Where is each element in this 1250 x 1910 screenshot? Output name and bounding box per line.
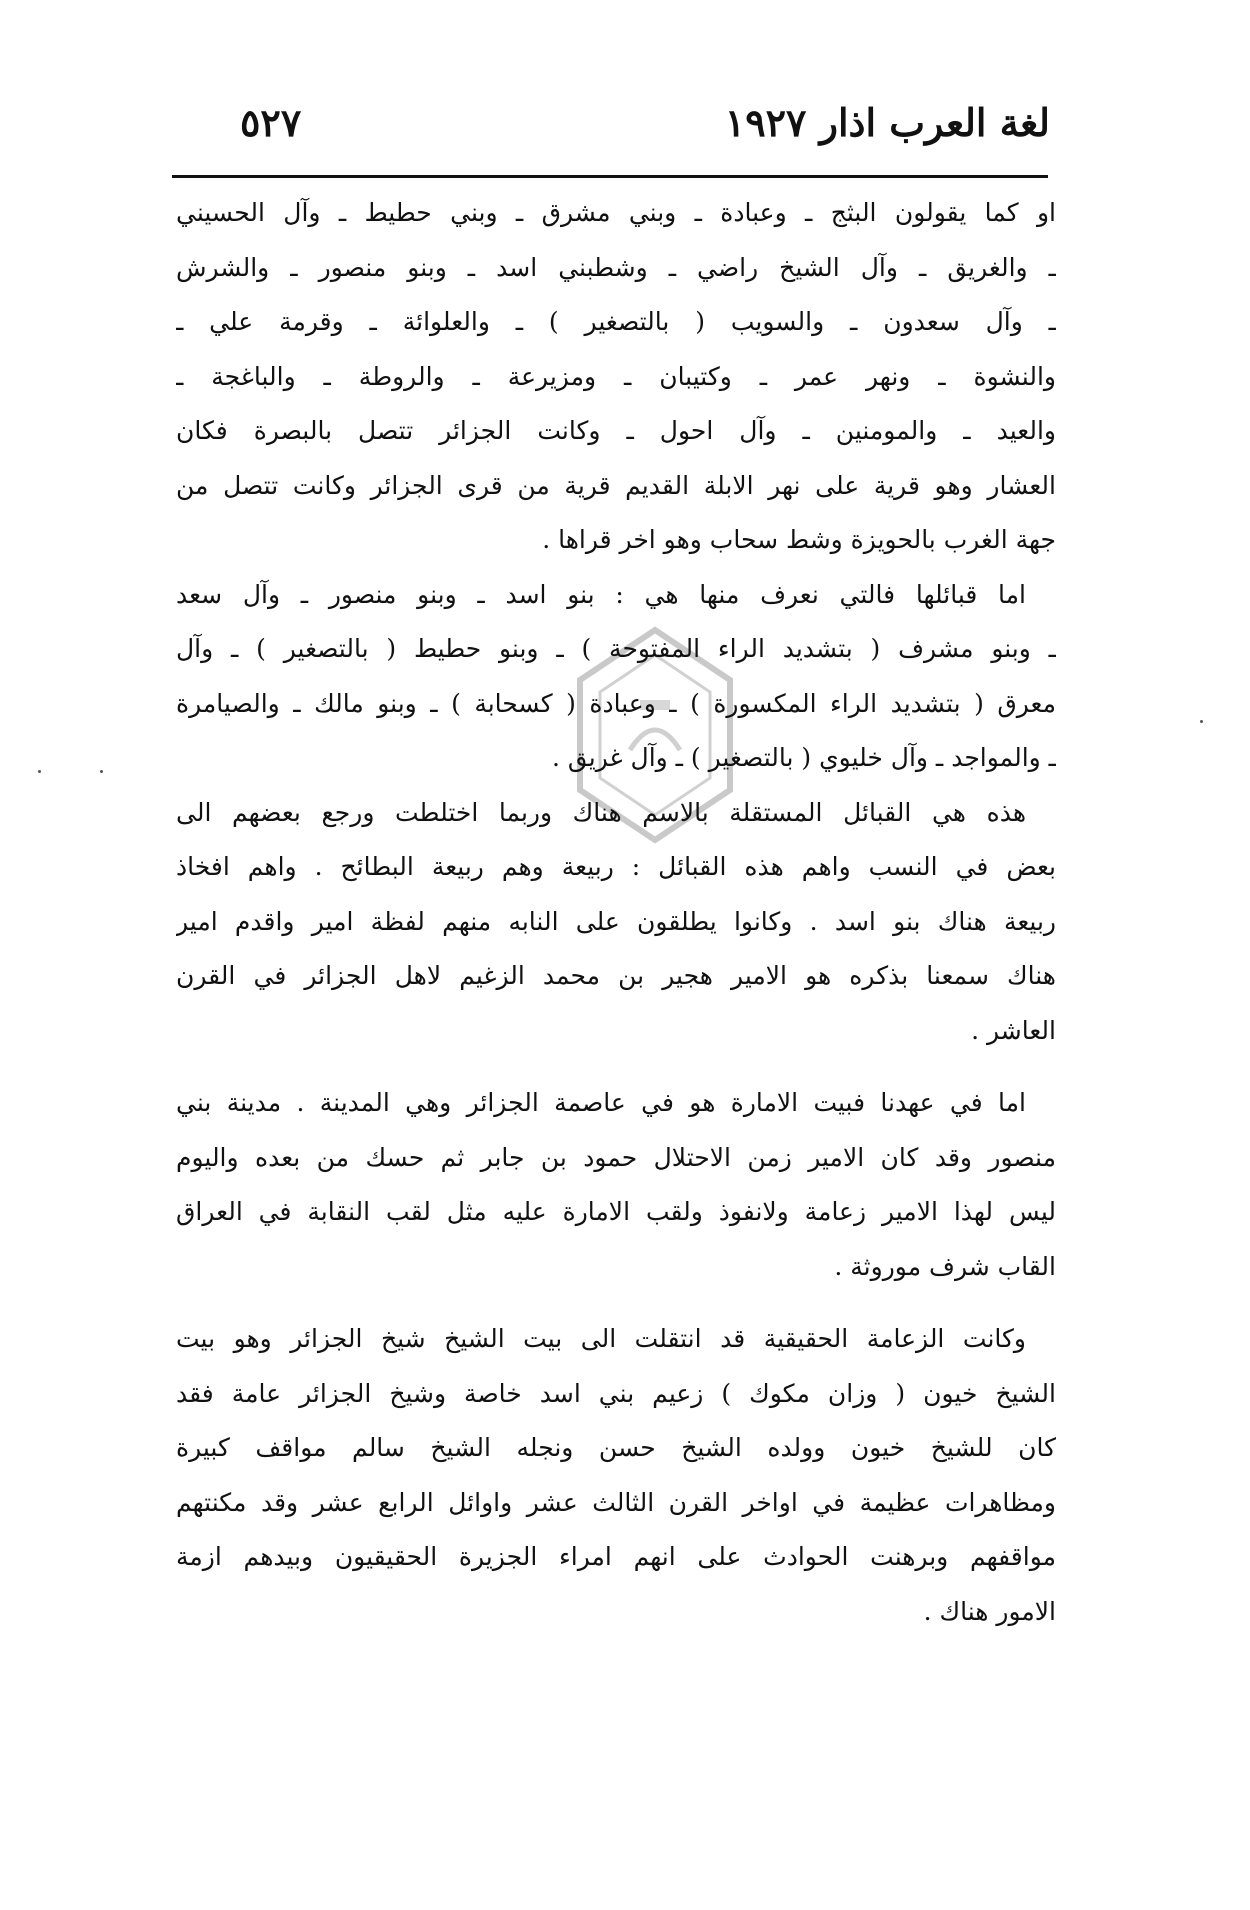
text-line: هناك سمعنا بذكره هو الامير هجير بن محمد الزغيم لاهل الجزائر في القرن <box>176 961 1056 990</box>
text-line: اما في عهدنا فبيت الامارة هو في عاصمة الجزائر وهي المدينة . مدينة بني <box>176 1088 1026 1117</box>
text-line: هذه هي القبائل المستقلة بالاسم هناك وربما اختلطت ورجع بعضهم الى <box>176 797 1026 827</box>
page-header <box>170 96 1050 156</box>
text-line: ـ والغريق ـ وآل الشيخ راضي ـ وشطبني اسد ـ وبنو منصور ـ والشرش <box>176 252 1056 282</box>
paragraph-3 <box>176 786 1056 1059</box>
text-line: ربيعة هناك بنو اسد . وكانوا يطلقون على النابه منهم لفظة امير واقدم امير <box>176 906 1056 936</box>
text-line: الشيخ خيون ( وزان مكوك ) زعيم بني اسد خاصة وشيخ الجزائر عامة فقد <box>176 1378 1056 1408</box>
header-rule <box>172 175 1048 178</box>
page-body <box>176 186 1056 1639</box>
text-line: العشار وهو قرية على نهر الابلة القديم قرية من قرى الجزائر وكانت تتصل من <box>176 470 1056 500</box>
text-line: ومظاهرات عظيمة في اواخر القرن الثالث عشر واوائل الرابع عشر وقد مكنتهم <box>176 1487 1056 1517</box>
text-line: اما قبائلها فالتي نعرف منها هي : بنو اسد ـ وبنو منصور ـ وآل سعد <box>176 579 1026 609</box>
text-line: بعض في النسب واهم هذه القبائل : ربيعة وهم ربيعة البطائح . واهم افخاذ <box>176 852 1056 881</box>
text-line: الامور هناك . <box>923 1596 1056 1626</box>
text-line: والعيد ـ والمومنين ـ وآل احول ـ وكانت الجزائر تتصل بالبصرة فكان <box>176 416 1056 445</box>
text-line: منصور وقد كان الامير زمن الاحتلال حمود بن جابر ثم حسك من بعده واليوم <box>176 1142 1056 1172</box>
text-line: معرق ( بتشديد الراء المكسورة ) ـ وعبادة ( كسحابة ) ـ وبنو مالك ـ والصيامرة <box>176 688 1056 718</box>
text-line: العاشر . <box>971 1015 1056 1045</box>
text-line: او كما يقولون البثج ـ وعبادة ـ وبني مشرق ـ وبني حطيط ـ وآل الحسيني <box>176 198 1056 227</box>
scan-speck <box>1200 720 1203 723</box>
text-line: والنشوة ـ ونهر عمر ـ وكتيبان ـ ومزيرعة ـ والروطة ـ والباغجة ـ <box>176 361 1056 391</box>
running-title: لغة العرب اذار ١٩٢٧ <box>724 100 1050 145</box>
text-line: القاب شرف موروثة . <box>834 1251 1056 1281</box>
text-line: جهة الغرب بالحويزة وشط سحاب وهو اخر قراها . <box>542 525 1056 554</box>
page-number: ٥٢٧ <box>240 100 302 145</box>
text-line: وكانت الزعامة الحقيقية قد انتقلت الى بيت الشيخ شيخ الجزائر وهو بيت <box>176 1324 1026 1353</box>
text-line: ـ وآل سعدون ـ والسويب ( بالتصغير ) ـ والعلوائة ـ وقرمة علي ـ <box>176 307 1056 336</box>
paragraph-1 <box>176 186 1056 568</box>
paragraph-5 <box>176 1312 1056 1639</box>
text-line: ـ وبنو مشرف ( بتشديد الراء المفتوحة ) ـ وبنو حطيط ( بالتصغير ) ـ وآل <box>176 634 1056 663</box>
paragraph-2 <box>176 568 1056 786</box>
scan-speck <box>38 770 41 773</box>
text-line: ليس لهذا الامير زعامة ولانفوذ ولقب الامارة عليه مثل لقب النقابة في العراق <box>176 1197 1056 1226</box>
paragraph-4 <box>176 1076 1056 1294</box>
text-line: مواقفهم وبرهنت الحوادث على انهم امراء الجزيرة الحقيقيون وبيدهم ازمة <box>176 1542 1056 1571</box>
text-line: ـ والمواجد ـ وآل خليوي ( بالتصغير ) ـ وآل غريق . <box>552 743 1056 772</box>
scan-speck <box>100 770 103 773</box>
text-line: كان للشيخ خيون وولده الشيخ حسن ونجله الشيخ سالم مواقف كبيرة <box>176 1433 1056 1462</box>
